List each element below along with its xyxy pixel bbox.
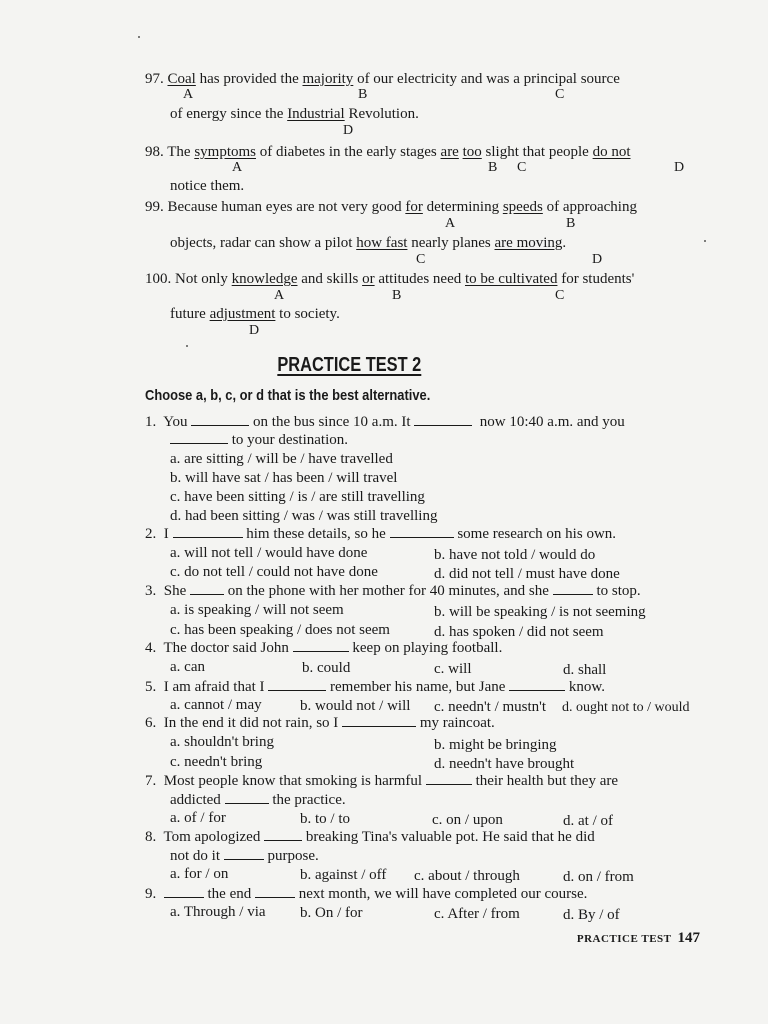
q5-stem: 5. I am afraid that I remember his name, but Jane know. (145, 679, 605, 695)
answer-blank (426, 772, 472, 785)
q5-option-a[interactable]: a. cannot / may (170, 697, 262, 713)
q7-option-b[interactable]: b. to / to (300, 811, 351, 827)
question-number: 7. (145, 773, 157, 789)
question-number: 6. (145, 715, 157, 731)
scan-speck (138, 36, 140, 38)
q1-option-b[interactable]: b. will have sat / has been / will travel (170, 470, 398, 486)
question-number: 3. (145, 583, 157, 599)
q4-stem: 4. The doctor said John keep on playing football. (145, 640, 503, 656)
q1-option-d[interactable]: d. had been sitting / was / was still travelling (170, 508, 438, 524)
q8-option-b[interactable]: b. against / off (300, 867, 387, 883)
q7-option-c[interactable]: c. on / upon (432, 812, 503, 828)
scan-speck (704, 240, 706, 242)
question-100-line-2: future adjustment to society. (170, 306, 340, 322)
answer-blank (509, 678, 565, 691)
answer-blank (164, 885, 204, 898)
answer-blank (191, 413, 249, 426)
q9-option-a[interactable]: a. Through / via (170, 904, 266, 920)
question-number: 8. (145, 829, 157, 845)
q1-option-a[interactable]: a. are sitting / will be / have travelled (170, 451, 393, 467)
q7-stem-line-2: addicted the practice. (170, 792, 346, 808)
scan-speck (186, 345, 188, 347)
q8-stem-line-1: 8. Tom apologized breaking Tina's valuable pot. He said that he did (145, 829, 595, 845)
question-100-line-1: 100. Not only knowledge and skills or attitudes need to be cultivated for students' (145, 271, 635, 287)
q1-stem-line-2: to your destination. (170, 431, 348, 449)
answer-blank (255, 885, 295, 898)
question-99-line-2: objects, radar can show a pilot how fast nearly planes are moving. (170, 235, 567, 251)
answer-blank (190, 582, 224, 595)
question-number: 1. (145, 414, 157, 430)
q8-option-c[interactable]: c. about / through (414, 868, 520, 884)
q6-option-a[interactable]: a. shouldn't bring (170, 734, 274, 750)
q6-option-d[interactable]: d. needn't have brought (434, 756, 575, 772)
answer-blank (342, 714, 416, 727)
question-98-line-1: 98. The symptoms of diabetes in the early stages are too slight that people do not (145, 144, 631, 160)
section-title: PRACTICE TEST 2 (277, 354, 422, 376)
question-number: 9. (145, 886, 157, 902)
q4-option-a[interactable]: a. can (170, 659, 205, 675)
answer-blank (268, 678, 326, 691)
q3-option-a[interactable]: a. is speaking / will not seem (170, 602, 344, 618)
question-number: 2. (145, 526, 157, 542)
page-footer (577, 929, 700, 947)
answer-blank (173, 525, 243, 538)
question-number: 99. (145, 199, 164, 215)
q6-option-b[interactable]: b. might be bringing (434, 737, 557, 753)
page-number: 147 (677, 930, 700, 946)
instruction-text: Choose a, b, c, or d that is the best alternative. (145, 387, 431, 404)
q5-option-d[interactable]: d. ought not to / would (562, 700, 690, 715)
question-97-line-2: of energy since the Industrial Revolution. (170, 106, 419, 122)
q4-option-c[interactable]: c. will (434, 661, 472, 677)
answer-blank (414, 413, 472, 426)
question-number: 98. (145, 144, 164, 160)
q1-stem-line-1: 1. You on the bus since 10 a.m. It now 10:40 a.m. and you (145, 414, 625, 430)
q7-option-d[interactable]: d. at / of (563, 813, 613, 829)
q8-option-a[interactable]: a. for / on (170, 866, 229, 882)
q2-option-a[interactable]: a. will not tell / would have done (170, 545, 368, 561)
question-number: 97. (145, 71, 164, 87)
q9-stem: 9. the end next month, we will have completed our course. (145, 886, 588, 902)
q7-option-a[interactable]: a. of / for (170, 810, 226, 826)
q5-option-b[interactable]: b. would not / will (300, 698, 411, 714)
q3-option-c[interactable]: c. has been speaking / does not seem (170, 622, 390, 638)
q1-option-c[interactable]: c. have been sitting / is / are still travelling (170, 489, 425, 505)
question-97-line-1: 97. Coal has provided the majority of our electricity and was a principal source (145, 71, 620, 87)
question-98-line-2: notice them. (170, 178, 245, 194)
q5-option-c[interactable]: c. needn't / mustn't (434, 699, 547, 715)
question-number: 100. (145, 271, 172, 287)
answer-blank (264, 828, 302, 841)
q2-option-c[interactable]: c. do not tell / could not have done (170, 564, 378, 580)
answer-blank (170, 431, 228, 444)
answer-blank (553, 582, 593, 595)
answer-blank (390, 525, 454, 538)
q8-stem-line-2: not do it purpose. (170, 848, 319, 864)
q8-option-d[interactable]: d. on / from (563, 869, 634, 885)
q9-option-d[interactable]: d. By / of (563, 907, 620, 923)
footer-label: PRACTICE TEST (576, 933, 672, 945)
document-page: 97. Coal has provided the majority of our electricity and was a principal source A B C of energy since the Industrial Revolution. D 98. The symptoms of diabetes in the early stages are too slight that people do not A B C D notice them. 99. Because human eyes are not very good for determining speeds of approaching A B objects, radar can show a pilot how fast nearly planes are moving. C D 100. Not only knowledge and skills or attitudes need to be cultivated for students' A B C future adjustment to society. D PRACTICE TEST 2 Choose a, b, c, or d that is the best alternative. 1. You on the bus since 10 a.m. It now 10:40 a.m. and you to your destination. a. are sitting / will be / have travelled b. will have sat / has been / will travel c. have been sitting / is / are still travelling d. had been sitting / was / was still travelling 2. I him these details, so he some research on his own. a. will not tell / would have done b. have not told / would do c. do not tell / could not have done d. did not tell / must have done 3. She on the phone with her mother for 40 minutes, and she to stop. a. is speaking / will not seem b. will be speaking / is not seeming c. has been speaking / does not seem d. has spoken / did not seem 4. The doctor said John keep on playing football. a. can b. could c. will d. shall 5. I am afraid that I remember his name, but Jane know. a. cannot / may b. would not / will c. needn't / mustn't d. ought not to / would 6. In the end it did not rain, so I my raincoat. a. shouldn't bring b. might be bringing c. needn't bring d. needn't have brought 7. Most people know that smoking is harmful their health but they are addicted the practice. a. of / for b. to / to c. on / upon d. at / of 8. Tom apologized breaking Tina's valuable pot. He said that he did not do it purpose. a. for / on b. against / off c. about / through d. on / from 9. the end next month, we will have completed our course. a. Through / via b. On / for c. After / from d. By / of PRACTICE TEST 147 (0, 0, 768, 1024)
question-number: 5. (145, 679, 157, 695)
question-number: 4. (145, 640, 157, 656)
q3-stem: 3. She on the phone with her mother for 40 minutes, and she to stop. (145, 583, 641, 599)
q4-option-b[interactable]: b. could (302, 660, 351, 676)
q2-option-b[interactable]: b. have not told / would do (434, 547, 596, 563)
q3-option-d[interactable]: d. has spoken / did not seem (434, 624, 604, 640)
q6-stem: 6. In the end it did not rain, so I my raincoat. (145, 715, 495, 731)
q9-option-c[interactable]: c. After / from (434, 906, 520, 922)
q4-option-d[interactable]: d. shall (563, 662, 607, 678)
answer-blank (224, 847, 264, 860)
question-99-line-1: 99. Because human eyes are not very good for determining speeds of approaching (145, 199, 637, 215)
q9-option-b[interactable]: b. On / for (300, 905, 363, 921)
q6-option-c[interactable]: c. needn't bring (170, 754, 263, 770)
answer-blank (225, 791, 269, 804)
q2-stem: 2. I him these details, so he some research on his own. (145, 526, 617, 542)
q2-option-d[interactable]: d. did not tell / must have done (434, 566, 620, 582)
answer-blank (293, 639, 349, 652)
q7-stem-line-1: 7. Most people know that smoking is harmful their health but they are (145, 773, 619, 789)
q3-option-b[interactable]: b. will be speaking / is not seeming (434, 604, 646, 620)
